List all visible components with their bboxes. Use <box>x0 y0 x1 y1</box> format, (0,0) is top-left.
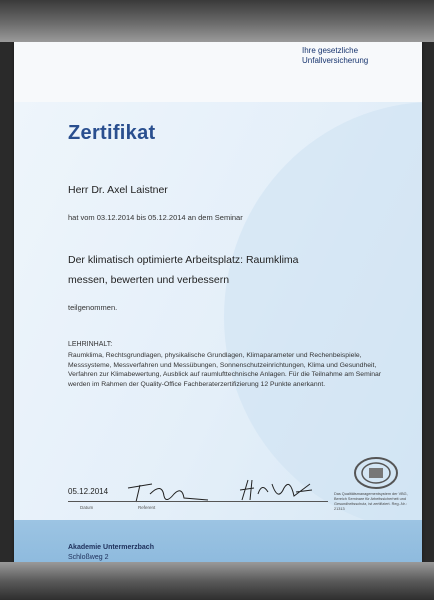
certificate-title: Zertifikat <box>68 122 156 144</box>
seminar-title-line-1: Der klimatisch optimierte Arbeitsplatz: Raumklima <box>68 254 299 266</box>
attendance-text: hat vom 03.12.2014 bis 05.12.2014 an dem Seminar <box>68 213 243 222</box>
logo-subtitle: Ihre gesetzliche Unfallversicherung <box>302 46 369 65</box>
recipient-name: Herr Dr. Axel Laistner <box>68 184 168 196</box>
participated-text: teilgenommen. <box>68 303 118 312</box>
seal-text: Das Qualitätsmanagementsystem der VBG, Bereich Seminare für Arbeitssicherheit und Gesundheitsschutz, ist zertifiziert. Reg.-Nr.: 21313 <box>334 492 408 511</box>
seminar-title-line-2: messen, bewerten und verbessern <box>68 274 230 286</box>
viewer-top-bar <box>0 0 434 42</box>
academy-name: Akademie Untermerzbach <box>68 544 154 551</box>
referent-label: Referent <box>138 505 156 510</box>
content-text: Raumklima, Rechtsgrundlagen, physikalische Grundlagen, Klimaparameter und Rechenbeispiele, Messsysteme, Messverfahren und Messübungen, Sonnenschutzeinrichtungen, Klima und Gesundheit, Verfahren zur Klimabewertung, Ausblick auf raumlufttechnische Anlagen. Für die Teilnahme am Seminar werden im Rahmen der Quality-Office Fachberaterzertifizierung 12 Punkte anerkannt. <box>68 352 382 388</box>
issue-date: 05.12.2014 <box>68 487 109 496</box>
certificate-page <box>14 8 422 598</box>
date-label: Datum <box>80 505 94 510</box>
seminar-title <box>68 250 398 290</box>
signature-line <box>68 501 328 502</box>
content-heading: LEHRINHALT: <box>68 341 113 348</box>
certification-seal-icon <box>353 456 399 490</box>
academy-street: Schloßweg 2 <box>68 554 109 561</box>
viewer-bottom-bar <box>0 562 434 600</box>
